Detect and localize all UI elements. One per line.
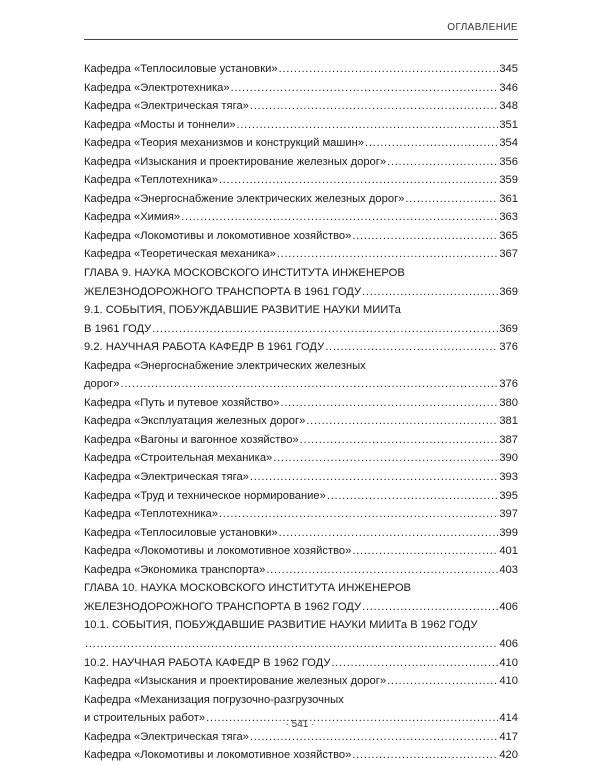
toc-entry-title: 10.1. СОБЫТИЯ, ПОБУЖДАВШИЕ РАЗВИТИЕ НАУКИ МИИТа В 1962 ГОДУ [84, 619, 478, 632]
toc-entry-title: Кафедра «Химия» [84, 211, 181, 224]
toc-entry-title: ЖЕЛЕЗНОДОРОЖНОГО ТРАНСПОРТА В 1962 ГОДУ [84, 600, 362, 613]
toc-entry[interactable] [84, 134, 518, 153]
toc-entry[interactable] [84, 487, 518, 506]
toc-entry[interactable] [84, 208, 518, 227]
dot-leader [325, 338, 498, 357]
toc-page-number: 363 [499, 211, 518, 224]
dot-leader [362, 598, 498, 617]
dot-leader [306, 412, 498, 431]
toc-entry[interactable] [84, 60, 518, 79]
toc-entry[interactable] [84, 394, 518, 413]
toc-page-number: 414 [499, 712, 518, 725]
toc-entry-title: Кафедра «Путь и путевое хозяйство» [84, 396, 280, 409]
toc-entry[interactable] [84, 412, 518, 431]
toc-page-number: 348 [499, 100, 518, 113]
dot-leader [300, 431, 499, 450]
toc-entry[interactable] [84, 116, 518, 135]
toc-entry[interactable] [84, 375, 518, 394]
dot-leader [231, 79, 499, 98]
toc-page-number: 369 [499, 285, 518, 298]
toc-page-number: 399 [499, 526, 518, 539]
dot-leader [352, 746, 498, 765]
toc-entry-title: Кафедра «Энергоснабжение электрических железных дорог» [84, 192, 405, 205]
toc-page-number: 359 [499, 174, 518, 187]
toc-page-number: 395 [499, 489, 518, 502]
dot-leader [219, 505, 498, 524]
dot-leader [279, 524, 499, 543]
toc-page-number: 417 [499, 730, 518, 743]
dot-leader [237, 116, 499, 135]
toc-page-number: 345 [499, 63, 518, 75]
toc-entry-line[interactable]: ГЛАВА 9. НАУКА МОСКОВСКОГО ИНСТИТУТА ИНЖЕНЕРОВ [84, 267, 405, 280]
dot-leader [266, 561, 498, 580]
toc-entry-title: ЖЕЛЕЗНОДОРОЖНОГО ТРАНСПОРТА В 1961 ГОДУ [84, 285, 362, 298]
toc-page-number: 406 [499, 600, 518, 613]
toc-entry[interactable] [84, 468, 518, 487]
dot-leader [219, 171, 498, 190]
toc-entry-title: Кафедра «Электрическая тяга» [84, 730, 249, 743]
toc-page-number: 356 [499, 155, 518, 168]
header-divider [84, 39, 518, 40]
dot-leader [281, 394, 499, 413]
toc-page-number: 410 [499, 675, 518, 688]
toc-entry-line[interactable]: ГЛАВА 10. НАУКА МОСКОВСКОГО ИНСТИТУТА ИНЖЕНЕРОВ [84, 582, 412, 595]
toc-entry-title: 10.2. НАУЧНАЯ РАБОТА КАФЕДР В 1962 ГОДУ [84, 656, 331, 669]
toc-entry[interactable] [84, 283, 518, 302]
toc-entry-title: Кафедра «Локомотивы и локомотивное хозяйство» [84, 749, 352, 762]
toc-entry-title: Кафедра «Электрическая тяга» [84, 471, 249, 484]
toc-entry[interactable] [84, 320, 518, 339]
page-number: · 541 · [285, 719, 315, 730]
dot-leader [387, 153, 498, 172]
toc-entry-title: Кафедра «Изыскания и проектирование железных дорог» [84, 675, 387, 688]
toc-entry-title: Кафедра «Мосты и тоннели» [84, 118, 236, 131]
toc-entry[interactable] [84, 672, 518, 691]
toc-page-number: 397 [499, 508, 518, 521]
toc-entry[interactable] [84, 245, 518, 264]
toc-entry[interactable] [84, 616, 518, 653]
dot-leader [279, 60, 499, 79]
dot-leader [152, 320, 498, 339]
toc-entry-title: Кафедра «Локомотивы и локомотивное хозяйство» [84, 229, 352, 242]
toc-page-number: 380 [499, 396, 518, 409]
toc-entry-line[interactable]: Кафедра «Механизация погрузочно-разгрузочных [84, 693, 344, 706]
dot-leader [327, 487, 498, 506]
toc-entry-title: Кафедра «Вагоны и вагонное хозяйство» [84, 433, 299, 446]
toc-page-number: 406 [499, 637, 518, 650]
toc-entry-title: Кафедра «Электротехника» [84, 81, 230, 94]
toc-page-number: 376 [499, 341, 518, 354]
toc-page-number: 346 [499, 81, 518, 94]
dot-leader [331, 654, 498, 673]
toc-entry-title: Кафедра «Эксплуатация железных дорог» [84, 415, 306, 428]
toc-entry-title: и строительных работ» [84, 712, 206, 725]
dot-leader [352, 542, 498, 561]
toc-entry[interactable] [84, 598, 518, 617]
toc-entry[interactable] [84, 524, 518, 543]
toc-entry[interactable] [84, 79, 518, 98]
toc-entry-title: Кафедра «Теплосиловые установки» [84, 526, 278, 539]
dot-leader [121, 375, 499, 394]
toc-entry[interactable] [84, 746, 518, 765]
table-of-contents [84, 60, 518, 765]
dot-leader [365, 134, 498, 153]
toc-entry-title: Кафедра «Изыскания и проектирование железных дорог» [84, 155, 387, 168]
toc-entry[interactable] [84, 728, 518, 747]
toc-entry[interactable] [84, 654, 518, 673]
dot-leader [362, 283, 498, 302]
toc-page-number: 387 [499, 433, 518, 446]
toc-page-number: 354 [499, 137, 518, 150]
toc-page-number: 381 [499, 415, 518, 428]
toc-entry[interactable] [84, 171, 518, 190]
toc-page-number: 401 [499, 545, 518, 558]
toc-page-number: 376 [499, 378, 518, 391]
toc-entry-title: В 1961 ГОДУ [84, 322, 152, 335]
toc-entry-title: Кафедра «Теплотехника» [84, 508, 218, 521]
toc-entry[interactable] [84, 449, 518, 468]
toc-page-number: 403 [499, 563, 518, 576]
toc-entry[interactable] [84, 190, 518, 209]
toc-entry-title: Кафедра «Локомотивы и локомотивное хозяйство» [84, 545, 352, 558]
toc-page-number: 361 [499, 192, 518, 205]
toc-entry[interactable] [84, 561, 518, 580]
toc-entry[interactable] [84, 227, 518, 246]
toc-entry-title: Кафедра «Теплосиловые установки» [84, 63, 278, 75]
toc-entry[interactable] [84, 431, 518, 450]
toc-entry-title: Кафедра «Теория механизмов и конструкций машин» [84, 137, 365, 150]
dot-leader [250, 468, 498, 487]
dot-leader [405, 190, 498, 209]
toc-entry[interactable] [84, 338, 518, 357]
toc-entry-title: Кафедра «Теплотехника» [84, 174, 218, 187]
dot-leader [273, 449, 498, 468]
running-header: ОГЛАВЛЕНИЕ [447, 22, 518, 33]
toc-entry-title: Кафедра «Электрическая тяга» [84, 100, 249, 113]
toc-entry-line[interactable]: 9.1. СОБЫТИЯ, ПОБУЖДАВШИЕ РАЗВИТИЕ НАУКИ МИИТа [84, 304, 401, 317]
toc-entry-title: 9.2. НАУЧНАЯ РАБОТА КАФЕДР В 1961 ГОДУ [84, 341, 325, 354]
toc-page-number: 420 [499, 749, 518, 762]
toc-page-number: 369 [499, 322, 518, 335]
toc-entry[interactable] [84, 97, 518, 116]
toc-entry-title: Кафедра «Строительная механика» [84, 452, 273, 465]
dot-leader [181, 208, 498, 227]
dot-leader [387, 672, 498, 691]
toc-entry-title: Кафедра «Труд и техническое нормирование» [84, 489, 326, 502]
toc-page-number: 393 [499, 471, 518, 484]
dot-leader [85, 635, 498, 654]
dot-leader [352, 227, 498, 246]
dot-leader [250, 728, 498, 747]
toc-page-number: 365 [499, 229, 518, 242]
toc-entry[interactable] [84, 153, 518, 172]
toc-page-number: 410 [499, 656, 518, 669]
toc-page-number: 390 [499, 452, 518, 465]
toc-page-number: 367 [499, 248, 518, 261]
dot-leader [277, 245, 498, 264]
toc-entry-title: Кафедра «Теоретическая механика» [84, 248, 276, 261]
toc-page-number: 351 [499, 118, 518, 131]
toc-entry-line[interactable]: Кафедра «Энергоснабжение электрических железных [84, 359, 366, 372]
toc-entry-title: Кафедра «Экономика транспорта» [84, 563, 266, 576]
dot-leader [250, 97, 498, 116]
toc-entry[interactable] [84, 542, 518, 561]
toc-entry[interactable] [84, 505, 518, 524]
toc-entry-title: дорог» [84, 378, 120, 391]
